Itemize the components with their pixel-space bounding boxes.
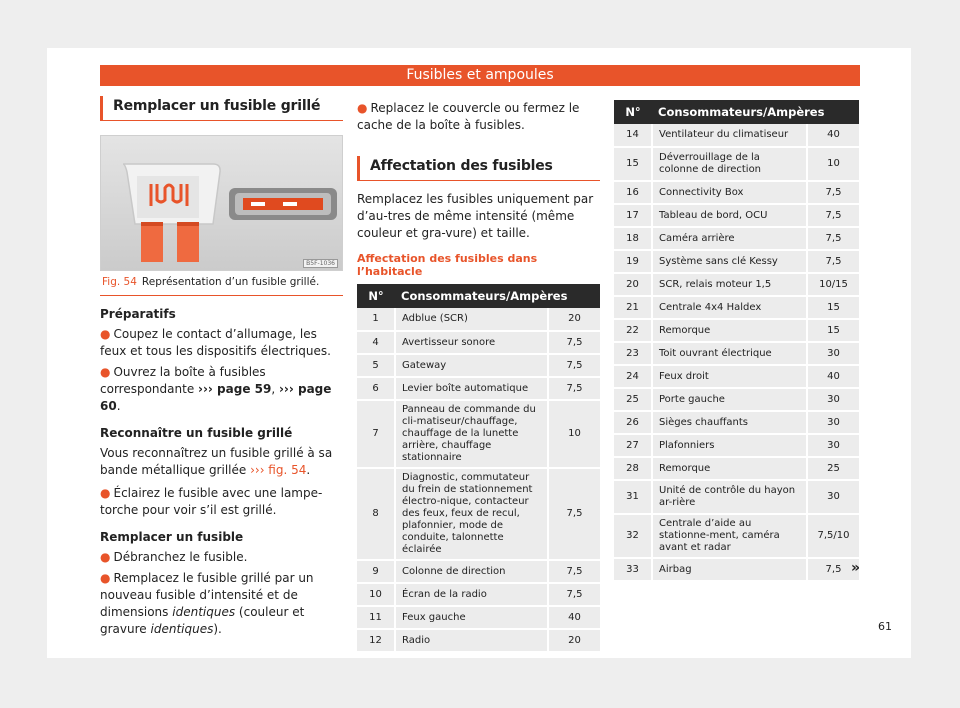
- cover-bullet: [357, 100, 600, 134]
- table-row: [614, 204, 859, 227]
- fuse-number: 9: [357, 560, 395, 583]
- fuse-consumer: Caméra arrière: [652, 227, 807, 250]
- fuse-number: 18: [614, 227, 652, 250]
- replace-title: Remplacer un fusible: [100, 530, 244, 544]
- fuse-number: 7: [357, 400, 395, 468]
- table-row: [614, 342, 859, 365]
- fuse-consumer: Colonne de direction: [395, 560, 548, 583]
- fuse-consumer: Toit ouvrant électrique: [652, 342, 807, 365]
- fuse-table-continued: [614, 100, 859, 582]
- recognize-bullet: [100, 485, 343, 519]
- fuse-number: 8: [357, 468, 395, 560]
- fuse-number: 12: [357, 629, 395, 652]
- replace-item-2-text-a: Remplacez le fusible grillé par un nouveau fusible d’intensité et de dimensions: [100, 571, 314, 619]
- fuse-amperage: 7,5/10: [807, 514, 859, 558]
- column-header-consumers: Consommateurs/Ampères: [395, 284, 600, 308]
- table-header-row: [614, 100, 859, 124]
- fuse-consumer: SCR, relais moteur 1,5: [652, 273, 807, 296]
- table-row: [357, 468, 600, 560]
- fuse-consumer: Centrale 4x4 Haldex: [652, 296, 807, 319]
- fuse-amperage: 10: [548, 400, 600, 468]
- prep-item-1-text: Coupez le contact d’allumage, les feux et tous les dispositifs électriques.: [100, 327, 331, 358]
- fuse-consumer: Unité de contrôle du hayon ar-rière: [652, 480, 807, 514]
- fuse-consumer: Diagnostic, commutateur du frein de stationnement électro-nique, contacteur des feux, feux de recul, plafonnier, mode de conduite, talonnette éclairée: [395, 468, 548, 560]
- fuse-number: 11: [357, 606, 395, 629]
- page-link-60[interactable]: ››› page 60: [100, 382, 332, 413]
- fuse-amperage: 20: [548, 308, 600, 331]
- recognize-text-body: Vous reconnaîtrez un fusible grillé à sa bande métallique grillée: [100, 446, 333, 477]
- fuse-amperage: 7,5: [548, 377, 600, 400]
- table-row: [614, 296, 859, 319]
- fuse-amperage: 7,5: [548, 583, 600, 606]
- table-row: [357, 560, 600, 583]
- figure-link-54[interactable]: ››› fig. 54: [250, 463, 307, 477]
- figure-number: Fig. 54: [102, 276, 137, 288]
- cabin-fuse-table: [357, 284, 600, 653]
- fuse-amperage: 20: [548, 629, 600, 652]
- fuse-number: 28: [614, 457, 652, 480]
- column-header-number: N°: [357, 284, 395, 308]
- table-row: [357, 606, 600, 629]
- fuse-amperage: 40: [548, 606, 600, 629]
- replace-item-2-italic-2: identiques: [150, 622, 214, 636]
- fuse-number: 31: [614, 480, 652, 514]
- fuse-number: 27: [614, 434, 652, 457]
- fuse-amperage: 10/15: [807, 273, 859, 296]
- replace-item-2-text-c: ).: [213, 622, 222, 636]
- fuse-consumer: Centrale d’aide au stationne-ment, caméra avant et radar: [652, 514, 807, 558]
- page-number: 61: [878, 620, 892, 633]
- table-row: [614, 250, 859, 273]
- fuse-number: 4: [357, 331, 395, 354]
- fuse-amperage: 7,5: [548, 468, 600, 560]
- fuse-figure: [100, 135, 343, 271]
- table-row: [614, 181, 859, 204]
- table-row: [614, 457, 859, 480]
- fuse-number: 26: [614, 411, 652, 434]
- table-row: [357, 629, 600, 652]
- bullet-icon: ●: [357, 101, 368, 115]
- table-row: [614, 558, 859, 581]
- fuse-amperage: 15: [807, 296, 859, 319]
- fuse-amperage: 30: [807, 388, 859, 411]
- recognize-title: Reconnaître un fusible grillé: [100, 426, 293, 440]
- fuse-number: 20: [614, 273, 652, 296]
- fuse-number: 24: [614, 365, 652, 388]
- assignment-intro: Remplacez les fusibles uniquement par d’au-tres de même intensité (même couleur et gra-vure) et taille.: [357, 192, 594, 240]
- prep-item-1: [100, 326, 343, 360]
- continued-arrow-icon: »: [851, 560, 861, 576]
- table-row: [614, 147, 859, 181]
- fuse-amperage: 15: [807, 319, 859, 342]
- chapter-header: Fusibles et ampoules: [100, 65, 860, 86]
- table-row: [614, 273, 859, 296]
- fuse-amperage: 7,5: [548, 560, 600, 583]
- table-row: [614, 124, 859, 147]
- fuse-amperage: 7,5: [548, 354, 600, 377]
- section-title-replace: Remplacer un fusible grillé: [100, 96, 343, 121]
- middle-column: [357, 96, 600, 653]
- recognize-bullet-text: Éclairez le fusible avec une lampe-torche pour voir s’il est grillé.: [100, 486, 323, 517]
- column-header-number: N°: [614, 100, 652, 124]
- fuse-consumer: Tableau de bord, OCU: [652, 204, 807, 227]
- table-row: [357, 377, 600, 400]
- fuse-amperage: 30: [807, 342, 859, 365]
- fuse-consumer: Avertisseur sonore: [395, 331, 548, 354]
- fuse-consumer: Ventilateur du climatiseur: [652, 124, 807, 147]
- replace-item-2: [100, 570, 343, 638]
- fuse-amperage: 7,5: [548, 331, 600, 354]
- bullet-icon: ●: [100, 486, 111, 500]
- fuse-consumer: Sièges chauffants: [652, 411, 807, 434]
- fuse-amperage: 7,5: [807, 204, 859, 227]
- fuse-number: 33: [614, 558, 652, 581]
- table-row: [357, 331, 600, 354]
- fuse-amperage: 10: [807, 147, 859, 181]
- fuse-consumer: Écran de la radio: [395, 583, 548, 606]
- fuse-consumer: Feux gauche: [395, 606, 548, 629]
- fuse-amperage: 30: [807, 411, 859, 434]
- fuse-number: 25: [614, 388, 652, 411]
- table-row: [614, 411, 859, 434]
- replace-item-1: [100, 549, 343, 566]
- figure-reference-code: B5F-1036: [303, 259, 338, 268]
- fuse-amperage: 7,5: [807, 250, 859, 273]
- blown-fuse-illustration: [101, 136, 342, 270]
- fuse-number: 21: [614, 296, 652, 319]
- table-row: [357, 354, 600, 377]
- fuse-amperage: 7,5: [807, 227, 859, 250]
- fuse-number: 5: [357, 354, 395, 377]
- fuse-number: 15: [614, 147, 652, 181]
- bullet-icon: ●: [100, 571, 111, 585]
- page-link-59[interactable]: ››› page 59: [198, 382, 272, 396]
- bullet-icon: ●: [100, 365, 111, 379]
- fuse-consumer: Remorque: [652, 319, 807, 342]
- fuse-consumer: Plafonniers: [652, 434, 807, 457]
- prep-item-2: ● Ouvrez la boîte à fusibles correspondante ››› page 59, ››› page 60.: [100, 365, 332, 413]
- fuse-number: 17: [614, 204, 652, 227]
- fuse-amperage: 30: [807, 480, 859, 514]
- fuse-number: 10: [357, 583, 395, 606]
- replace-item-2-italic-1: identiques: [172, 605, 236, 619]
- figure-caption-text: Représentation d’un fusible grillé.: [141, 276, 320, 288]
- fuse-number: 1: [357, 308, 395, 331]
- replace-item-2-text-b: (couleur et gravure: [100, 605, 305, 636]
- recognize-text: Vous reconnaîtrez un fusible grillé à sa bande métallique grillée ››› fig. 54.: [100, 446, 333, 477]
- fuse-number: 16: [614, 181, 652, 204]
- table-row: [357, 583, 600, 606]
- fuse-consumer: Panneau de commande du cli-matiseur/chauffage, chauffage de la lunette arrière, chauffage stationnaire: [395, 400, 548, 468]
- fuse-number: 6: [357, 377, 395, 400]
- prep-item-2-text: Ouvrez la boîte à fusibles correspondante: [100, 365, 266, 396]
- table-row: [614, 319, 859, 342]
- fuse-consumer: Système sans clé Kessy: [652, 250, 807, 273]
- fuse-number: 19: [614, 250, 652, 273]
- fuse-consumer: Remorque: [652, 457, 807, 480]
- fuse-consumer: Adblue (SCR): [395, 308, 548, 331]
- fuse-number: 32: [614, 514, 652, 558]
- table-row: [614, 434, 859, 457]
- fuse-consumer: Feux droit: [652, 365, 807, 388]
- replace-item-1-text: Débranchez le fusible.: [113, 550, 248, 564]
- fuse-consumer: Levier boîte automatique: [395, 377, 548, 400]
- section-title-assignment: Affectation des fusibles: [357, 156, 600, 181]
- fuse-consumer: Airbag: [652, 558, 807, 581]
- fuse-number: 23: [614, 342, 652, 365]
- fuse-consumer: Déverrouillage de la colonne de direction: [652, 147, 807, 181]
- right-column: [614, 100, 859, 582]
- fuse-amperage: 40: [807, 124, 859, 147]
- table-row: [614, 480, 859, 514]
- fuse-amperage: 7,5: [807, 558, 859, 581]
- fuse-consumer: Connectivity Box: [652, 181, 807, 204]
- fuse-amperage: 7,5: [807, 181, 859, 204]
- fuse-amperage: 25: [807, 457, 859, 480]
- column-header-consumers: Consommateurs/Ampères: [652, 100, 859, 124]
- table-row: [614, 514, 859, 558]
- fuse-amperage: 30: [807, 434, 859, 457]
- bullet-icon: ●: [100, 327, 111, 341]
- cabin-fuses-subtitle: Affectation des fusibles dans l’habitacle: [357, 252, 538, 278]
- table-row: [614, 365, 859, 388]
- table-row: [357, 400, 600, 468]
- prep-title: Préparatifs: [100, 307, 176, 321]
- table-row: [614, 227, 859, 250]
- fuse-consumer: Porte gauche: [652, 388, 807, 411]
- figure-caption: [100, 271, 343, 296]
- fuse-consumer: Gateway: [395, 354, 548, 377]
- bullet-icon: ●: [100, 550, 111, 564]
- table-row: [614, 388, 859, 411]
- fuse-consumer: Radio: [395, 629, 548, 652]
- cover-bullet-text: Replacez le couvercle ou fermez le cache de la boîte à fusibles.: [357, 101, 580, 132]
- fuse-number: 14: [614, 124, 652, 147]
- fuse-number: 22: [614, 319, 652, 342]
- table-header-row: [357, 284, 600, 308]
- fuse-amperage: 40: [807, 365, 859, 388]
- left-column: [100, 96, 343, 638]
- table-row: [357, 308, 600, 331]
